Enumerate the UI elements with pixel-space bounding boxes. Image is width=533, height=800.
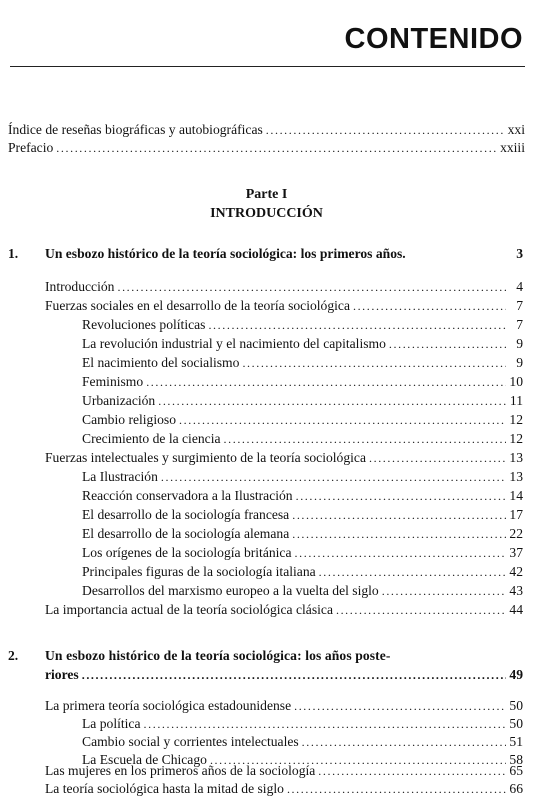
toc-entry-page: 14 [509, 488, 523, 503]
chapter-page: 49 [509, 667, 523, 682]
toc-entry-label: Prefacio [8, 140, 54, 155]
toc-entry-label: La primera teoría sociológica estadounidense [45, 698, 292, 713]
toc-subentry[interactable] [82, 354, 523, 372]
dot-leader [296, 487, 506, 505]
toc-entry-page: 43 [509, 583, 523, 598]
dot-leader [382, 582, 506, 600]
dot-leader [56, 139, 497, 157]
toc-entry-page: 42 [509, 564, 523, 579]
dot-leader [146, 373, 506, 391]
chapter-title: Un esbozo histórico de la teoría sociológica: los años poste- [45, 648, 391, 663]
toc-entry-label: La Ilustración [82, 469, 158, 484]
toc-entry[interactable] [45, 762, 523, 780]
dot-leader [294, 697, 506, 715]
toc-entry-page: 50 [509, 716, 523, 731]
part-label: Parte I [245, 187, 288, 202]
toc-entry-page: xxiii [500, 140, 525, 155]
toc-entry-label: La importancia actual de la teoría sociológica clásica [45, 602, 333, 617]
toc-entry-page: 13 [509, 450, 523, 465]
dot-leader [389, 335, 506, 353]
toc-entry-page: 50 [509, 698, 523, 713]
toc-subentry[interactable] [82, 563, 523, 581]
toc-entry-prefacio[interactable] [8, 139, 525, 157]
toc-entry-page: 4 [516, 279, 523, 294]
toc-subentry[interactable] [82, 316, 523, 334]
dot-leader [224, 430, 506, 448]
dot-leader [144, 715, 506, 733]
toc-entry[interactable] [45, 697, 523, 715]
chapter-title-cont: riores [45, 667, 79, 682]
toc-entry-label: La Escuela de Chicago [82, 752, 207, 767]
chapter-heading-line2[interactable] [45, 666, 523, 684]
chapter-title: Un esbozo histórico de la teoría sociológica: los primeros años. [45, 246, 406, 261]
dot-leader [353, 297, 506, 315]
toc-entry-label: La revolución industrial y el nacimiento del capitalismo [82, 336, 386, 351]
toc-entry-label: Desarrollos del marxismo europeo a la vuelta del siglo [82, 583, 379, 598]
toc-entry-page: 11 [509, 393, 523, 408]
toc-entry-label: Fuerzas intelectuales y surgimiento de la teoría sociológica [45, 450, 366, 465]
toc-entry-label: Cambio religioso [82, 412, 177, 427]
chapter-number: 2. [8, 648, 19, 663]
toc-entry-page: 66 [509, 781, 523, 796]
toc-subentry[interactable] [82, 430, 523, 448]
dot-leader [318, 762, 506, 780]
toc-subentry[interactable] [82, 392, 523, 410]
toc-entry-label: El nacimiento del socialismo [82, 355, 240, 370]
toc-entry-label: Cambio social y corrientes intelectuales [82, 734, 299, 749]
dot-leader [208, 316, 506, 334]
toc-subentry[interactable] [82, 487, 523, 505]
toc-entry-label: La teoría sociológica hasta la mitad de siglo [45, 781, 284, 796]
toc-entry-indice[interactable] [8, 121, 525, 139]
toc-entry-label: Crecimiento de la ciencia [82, 431, 221, 446]
toc-entry-label: Revoluciones políticas [82, 317, 206, 332]
toc-entry-label: El desarrollo de la sociología alemana [82, 526, 290, 541]
toc-entry-label: Los orígenes de la sociología británica [82, 545, 292, 560]
toc-subentry[interactable] [82, 582, 523, 600]
toc-entry-page: 9 [516, 355, 523, 370]
toc-entry-label: Feminismo [82, 374, 144, 389]
dot-leader [117, 278, 506, 296]
toc-entry[interactable] [45, 449, 523, 467]
toc-entry-label: El desarrollo de la sociología francesa [82, 507, 290, 522]
dot-leader [369, 449, 506, 467]
toc-entry-label: Principales figuras de la sociología italiana [82, 564, 316, 579]
chapter-heading[interactable] [45, 245, 523, 263]
dot-leader [319, 563, 506, 581]
toc-entry-label: Las mujeres en los primeros años de la sociología [45, 763, 316, 778]
toc-entry-page: 7 [516, 298, 523, 313]
toc-entry-page: 22 [509, 526, 523, 541]
toc-entry-label: Fuerzas sociales en el desarrollo de la teoría sociológica [45, 298, 350, 313]
toc-subentry[interactable] [82, 411, 523, 429]
toc-subentry[interactable] [82, 525, 523, 543]
dot-leader [266, 121, 505, 139]
chapter-heading-line1[interactable] [45, 647, 523, 665]
title-rule [10, 66, 525, 67]
toc-entry[interactable] [45, 297, 523, 315]
toc-entry-label: Reacción conservadora a la Ilustración [82, 488, 293, 503]
toc-entry-page: 17 [509, 507, 523, 522]
dot-leader [302, 733, 506, 751]
toc-entry[interactable] [45, 780, 523, 798]
toc-subentry[interactable] [82, 733, 523, 751]
toc-subentry[interactable] [82, 468, 523, 486]
toc-entry-page: 13 [509, 469, 523, 484]
toc-subentry[interactable] [82, 544, 523, 562]
dot-leader [158, 392, 506, 410]
toc-entry-label: La política [82, 716, 141, 731]
dot-leader [242, 354, 506, 372]
part-title: INTRODUCCIÓN [210, 206, 323, 221]
toc-entry-page: 51 [509, 734, 523, 749]
toc-subentry[interactable] [82, 506, 523, 524]
toc-entry-page: 12 [509, 412, 523, 427]
toc-entry[interactable] [45, 601, 523, 619]
toc-subentry[interactable] [82, 335, 523, 353]
toc-entry-label: Urbanización [82, 393, 156, 408]
toc-entry[interactable] [45, 278, 523, 296]
toc-entry-page: 37 [509, 545, 523, 560]
dot-leader [292, 506, 506, 524]
dot-leader [336, 601, 506, 619]
dot-leader [82, 666, 506, 684]
dot-leader [179, 411, 506, 429]
toc-entry-page: 9 [516, 336, 523, 351]
toc-entry-page: 65 [509, 763, 523, 778]
dot-leader [295, 544, 506, 562]
toc-entry-label: Introducción [45, 279, 115, 294]
toc-entry-page: 44 [509, 602, 523, 617]
toc-entry-page: 7 [516, 317, 523, 332]
page-title: CONTENIDO [344, 23, 523, 55]
dot-leader [287, 780, 506, 798]
toc-entry-label: Índice de reseñas biográficas y autobiográficas [8, 122, 263, 137]
chapter-page: 3 [516, 246, 523, 261]
toc-entry-page: 10 [509, 374, 523, 389]
toc-entry-page: 58 [509, 752, 523, 767]
dot-leader [161, 468, 506, 486]
dot-leader [292, 525, 506, 543]
toc-entry-page: 12 [509, 431, 523, 446]
toc-subentry[interactable] [82, 373, 523, 391]
toc-entry-page: xxi [507, 122, 525, 137]
chapter-number: 1. [8, 246, 19, 261]
toc-subentry[interactable] [82, 715, 523, 733]
